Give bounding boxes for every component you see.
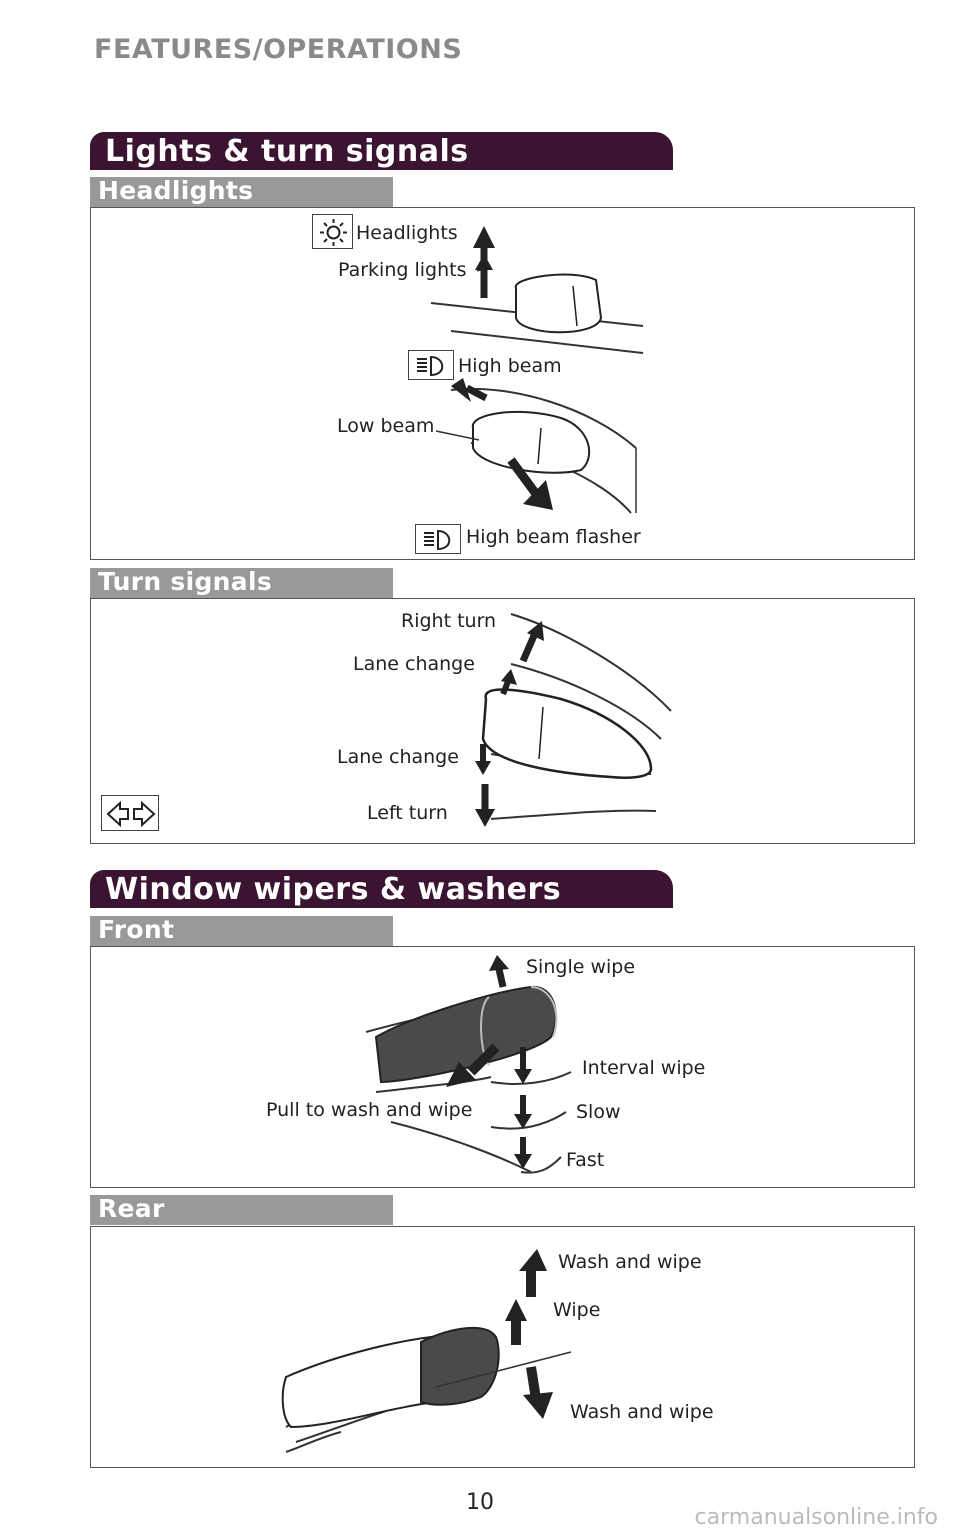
label-right-turn: Right turn	[401, 610, 497, 632]
label-left-turn: Left turn	[367, 802, 448, 824]
subhead-headlights: Headlights	[90, 177, 393, 207]
section-banner-wipers: Window wipers & washers	[90, 870, 673, 908]
label-parking-lights: Parking lights	[338, 259, 467, 281]
turn-signal-lever-illustration	[91, 599, 915, 844]
watermark: carmanualsonline.info	[694, 1505, 938, 1530]
headlights-panel	[90, 207, 915, 560]
rear-wiper-lever-illustration	[91, 1227, 915, 1468]
high-beam-icon	[408, 350, 454, 380]
subhead-turn-signals: Turn signals	[90, 568, 393, 598]
headlights-lever-illustration	[91, 208, 915, 560]
label-high-beam-flasher: High beam flasher	[466, 526, 641, 548]
front-wiper-lever-illustration	[91, 947, 915, 1188]
subhead-front: Front	[90, 916, 393, 946]
label-fast: Fast	[566, 1149, 605, 1171]
label-interval-wipe: Interval wipe	[582, 1057, 706, 1079]
label-low-beam: Low beam	[337, 415, 435, 437]
page-header: FEATURES/OPERATIONS	[94, 34, 463, 65]
label-lane-change-down: Lane change	[337, 746, 459, 768]
high-beam-flasher-icon	[415, 524, 461, 554]
label-headlights: Headlights	[356, 222, 458, 244]
section-banner-lights: Lights & turn signals	[90, 132, 673, 170]
label-slow: Slow	[576, 1101, 621, 1123]
subhead-rear: Rear	[90, 1195, 393, 1225]
label-single-wipe: Single wipe	[526, 956, 636, 978]
turn-signals-panel	[90, 598, 915, 844]
rear-wiper-panel	[90, 1226, 915, 1468]
label-wash-and-wipe-top: Wash and wipe	[558, 1251, 702, 1273]
label-lane-change-up: Lane change	[353, 653, 475, 675]
label-wipe: Wipe	[553, 1299, 601, 1321]
page-number: 10	[466, 1490, 494, 1515]
turn-signal-arrows-icon	[101, 795, 159, 831]
front-wiper-panel	[90, 946, 915, 1188]
label-wash-and-wipe-bottom: Wash and wipe	[570, 1401, 714, 1423]
label-pull-to-wash: Pull to wash and wipe	[266, 1099, 473, 1121]
headlight-symbol-icon	[312, 214, 353, 249]
label-high-beam: High beam	[458, 355, 562, 377]
